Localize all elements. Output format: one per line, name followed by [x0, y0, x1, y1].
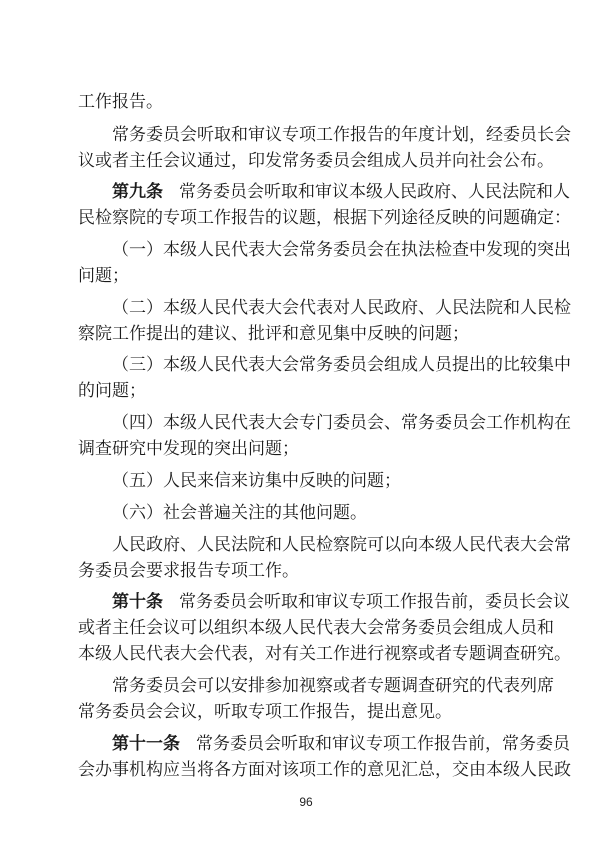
text-span: 常务委员会听取和审议专项工作报告前，委员长会议	[179, 592, 570, 612]
article-10-first-line	[112, 592, 570, 612]
text-line: （三）本级人民代表大会常务委员会组成人员提出的比较集中	[112, 355, 571, 375]
text-line: 议或者主任会议通过，印发常务委员会组成人员并向社会公布。	[78, 151, 554, 171]
text-line: 会办事机构应当将各方面对该项工作的意见汇总，交由本级人民政	[78, 760, 571, 780]
text-line: 常务委员会听取和审议专项工作报告的年度计划，经委员长会	[112, 125, 571, 145]
article-heading: 第十条	[112, 592, 163, 612]
text-line: 问题；	[78, 266, 129, 286]
article-heading: 第十一条	[112, 734, 180, 754]
text-line: 务委员会要求报告专项工作。	[78, 561, 299, 581]
article-9-first-line	[112, 182, 570, 202]
text-span: 常务委员会听取和审议专项工作报告前，常务委员	[196, 734, 570, 754]
article-11-first-line	[112, 734, 570, 754]
text-line: 本级人民代表大会代表，对有关工作进行视察或者专题调查研究。	[78, 644, 571, 664]
page-number: 96	[299, 795, 313, 809]
article-heading: 第九条	[112, 182, 163, 202]
text-line: （二）本级人民代表大会代表对人民政府、人民法院和人民检	[112, 298, 571, 318]
text-line: 的问题；	[78, 381, 146, 401]
text-line: 调查研究中发现的突出问题；	[78, 439, 299, 459]
text-line: （一）本级人民代表大会常务委员会在执法检查中发现的突出	[112, 240, 571, 260]
text-span: 常务委员会听取和审议本级人民政府、人民法院和人	[179, 182, 570, 202]
text-line: 常务委员会会议，听取专项工作报告，提出意见。	[78, 702, 452, 722]
text-line: （六）社会普遍关注的其他问题。	[112, 503, 367, 523]
text-line: 人民政府、人民法院和人民检察院可以向本级人民代表大会常	[112, 535, 571, 555]
text-line: 或者主任会议可以组织本级人民代表大会常务委员会组成人员和	[78, 618, 554, 638]
text-line: （四）本级人民代表大会专门委员会、常务委员会工作机构在	[112, 413, 571, 433]
text-line: 民检察院的专项工作报告的议题，根据下列途径反映的问题确定：	[78, 208, 571, 228]
text-line: （五）人民来信来访集中反映的问题；	[112, 471, 401, 491]
text-line: 工作报告。	[78, 92, 163, 112]
text-line: 常务委员会可以安排参加视察或者专题调查研究的代表列席	[112, 676, 554, 696]
text-line: 察院工作提出的建议、批评和意见集中反映的问题；	[78, 324, 469, 344]
